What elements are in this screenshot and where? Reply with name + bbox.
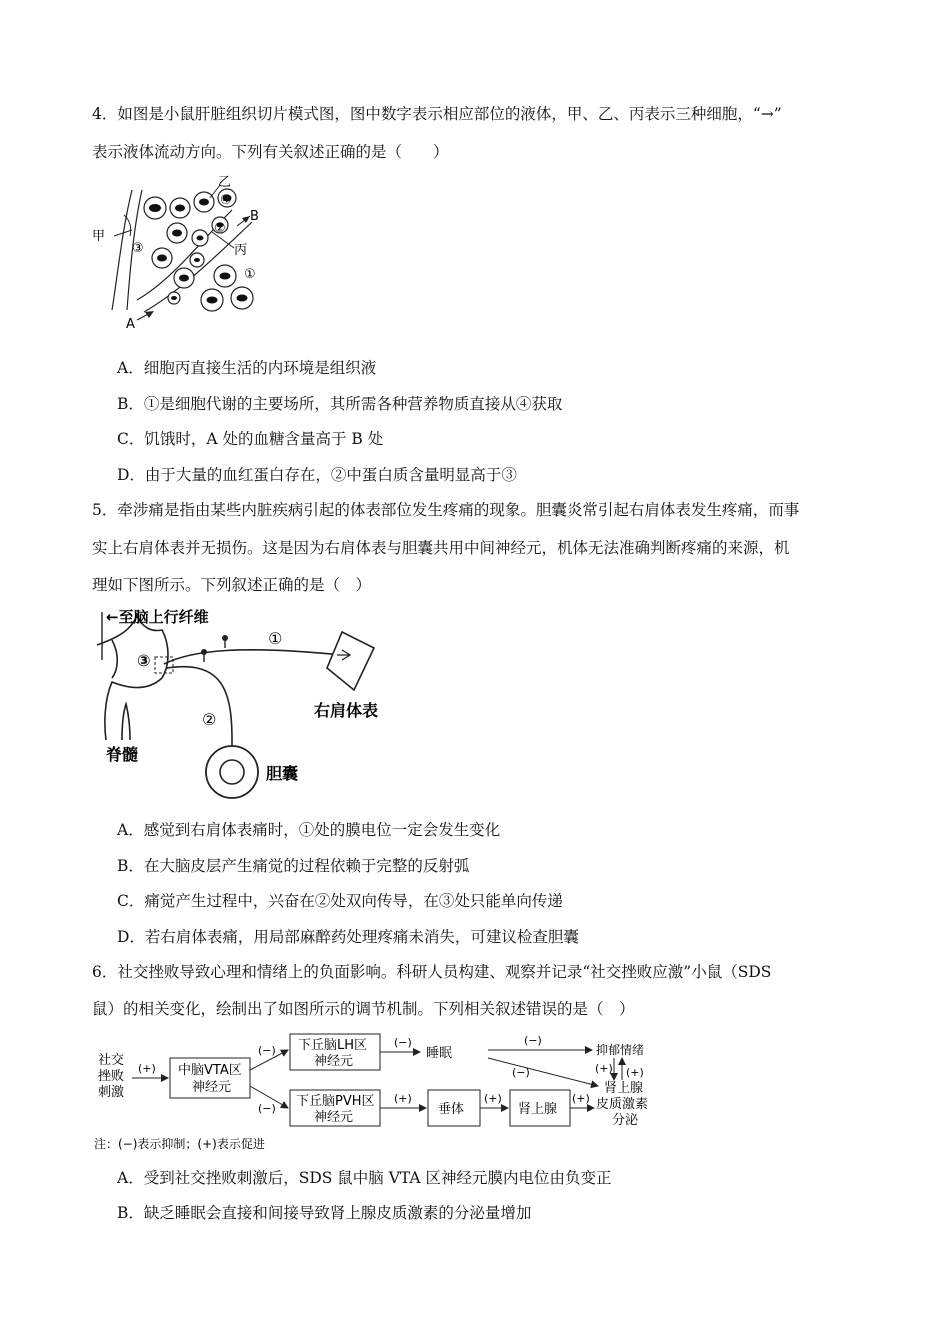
depression-label: 抑郁情绪	[596, 1043, 645, 1057]
q4-option-a: A．细胞丙直接生活的内环境是组织液	[117, 359, 377, 377]
plus-sign: (+)	[572, 1092, 590, 1105]
question-4-line-1: 4．如图是小鼠肝脏组织切片模式图，图中数字表示相应部位的液体，甲、乙、丙表示三种细胞，“→”	[92, 105, 782, 123]
pvh-line-2: 神经元	[314, 1110, 354, 1125]
q5-option-a: A．感觉到右肩体表痛时，①处的膜电位一定会发生变化	[117, 821, 501, 839]
label-n3: ③	[132, 241, 144, 256]
label-bing: 丙	[234, 243, 248, 258]
lh-line-1: 下丘脑LH区	[298, 1038, 368, 1053]
plus-sign: (+)	[626, 1066, 644, 1079]
minus-sign: (−)	[258, 1102, 276, 1115]
plus-sign: (+)	[595, 1062, 613, 1075]
stimulus-line-1: 社交	[98, 1053, 125, 1068]
question-6-line-1: 6．社交挫败导致心理和情绪上的负面影响。科研人员构建、观察并记录“社交挫败应激”小鼠（SDS	[92, 963, 772, 981]
q4-option-b: B．①是细胞代谢的主要场所，其所需各种营养物质直接从④获取	[117, 395, 563, 413]
lh-line-2: 神经元	[314, 1054, 354, 1069]
label-yi: 乙	[218, 175, 232, 190]
q6-option-a: A．受到社交挫败刺激后，SDS 鼠中脑 VTA 区神经元膜内电位由负变正	[117, 1169, 612, 1187]
label-n4: ④	[220, 193, 232, 208]
stimulus-line-3: 刺激	[98, 1085, 125, 1100]
cortisol-line-3: 分泌	[612, 1113, 639, 1128]
vta-line-1: 中脑VTA区	[178, 1063, 242, 1078]
stimulus-line-2: 挫败	[98, 1069, 125, 1084]
label-spinal: 脊髓	[106, 745, 139, 764]
q5-option-c: C．痛觉产生过程中，兴奋在②处双向传导，在③处只能单向传递	[117, 892, 563, 910]
label-B: B	[250, 209, 259, 224]
label-n3: ③	[137, 651, 151, 670]
minus-sign: (−)	[394, 1036, 412, 1049]
pituitary-label: 垂体	[438, 1102, 465, 1117]
label-to-brain: ←至脑上行纤维	[106, 608, 209, 626]
plus-sign: (+)	[138, 1062, 156, 1075]
label-n2: ②	[214, 221, 226, 236]
sleep-label: 睡眠	[426, 1046, 453, 1061]
label-n2: ②	[202, 710, 217, 729]
plus-sign: (+)	[484, 1092, 502, 1105]
question-5-line-2: 实上右肩体表并无损伤。这是因为右肩体表与胆囊共用中间神经元，机体无法准确判断疼痛的来源，机	[92, 539, 790, 557]
diagram-note: 注：(−)表示抑制；(+)表示促进	[94, 1137, 265, 1151]
sds-regulation-diagram	[92, 1030, 682, 1155]
q4-option-d: D．由于大量的血红蛋白存在，②中蛋白质含量明显高于③	[117, 466, 517, 484]
plus-sign: (+)	[394, 1092, 412, 1105]
label-n1: ①	[244, 267, 256, 282]
label-jia: 甲	[92, 229, 106, 244]
label-A: A	[126, 317, 135, 332]
q4-option-c: C．饥饿时，A 处的血糖含量高于 B 处	[117, 430, 384, 448]
minus-sign: (−)	[258, 1044, 276, 1057]
q5-option-b: B．在大脑皮层产生痛觉的过程依赖于完整的反射弧	[117, 857, 470, 875]
minus-sign: (−)	[524, 1034, 542, 1047]
q6-option-b: B．缺乏睡眠会直接和间接导致肾上腺皮质激素的分泌量增加	[117, 1204, 532, 1222]
minus-sign: (−)	[512, 1066, 530, 1079]
question-4-line-2: 表示液体流动方向。下列有关叙述正确的是（ ）	[92, 143, 449, 161]
vta-line-2: 神经元	[192, 1080, 232, 1095]
liver-tissue-figure	[92, 170, 282, 335]
question-5-line-3: 理如下图所示。下列叙述正确的是（ ）	[92, 576, 372, 594]
cortisol-line-1: 肾上腺	[604, 1081, 644, 1096]
question-5-line-1: 5．牵涉痛是指由某些内脏疾病引起的体表部位发生疼痛的现象。胆囊炎常引起右肩体表发生疼痛，而事	[92, 501, 800, 519]
referred-pain-figure	[92, 600, 412, 805]
adrenal-label: 肾上腺	[518, 1102, 558, 1117]
label-shoulder: 右肩体表	[314, 701, 379, 720]
pvh-line-1: 下丘脑PVH区	[296, 1094, 375, 1109]
question-6-line-2: 鼠）的相关变化，绘制出了如图所示的调节机制。下列相关叙述错误的是（ ）	[92, 1000, 635, 1018]
label-gallbladder: 胆囊	[266, 764, 299, 783]
q5-option-d: D．若右肩体表痛，用局部麻醉药处理疼痛未消失，可建议检查胆囊	[117, 928, 579, 946]
label-n1: ①	[268, 629, 283, 648]
cortisol-line-2: 皮质激素	[596, 1097, 649, 1112]
